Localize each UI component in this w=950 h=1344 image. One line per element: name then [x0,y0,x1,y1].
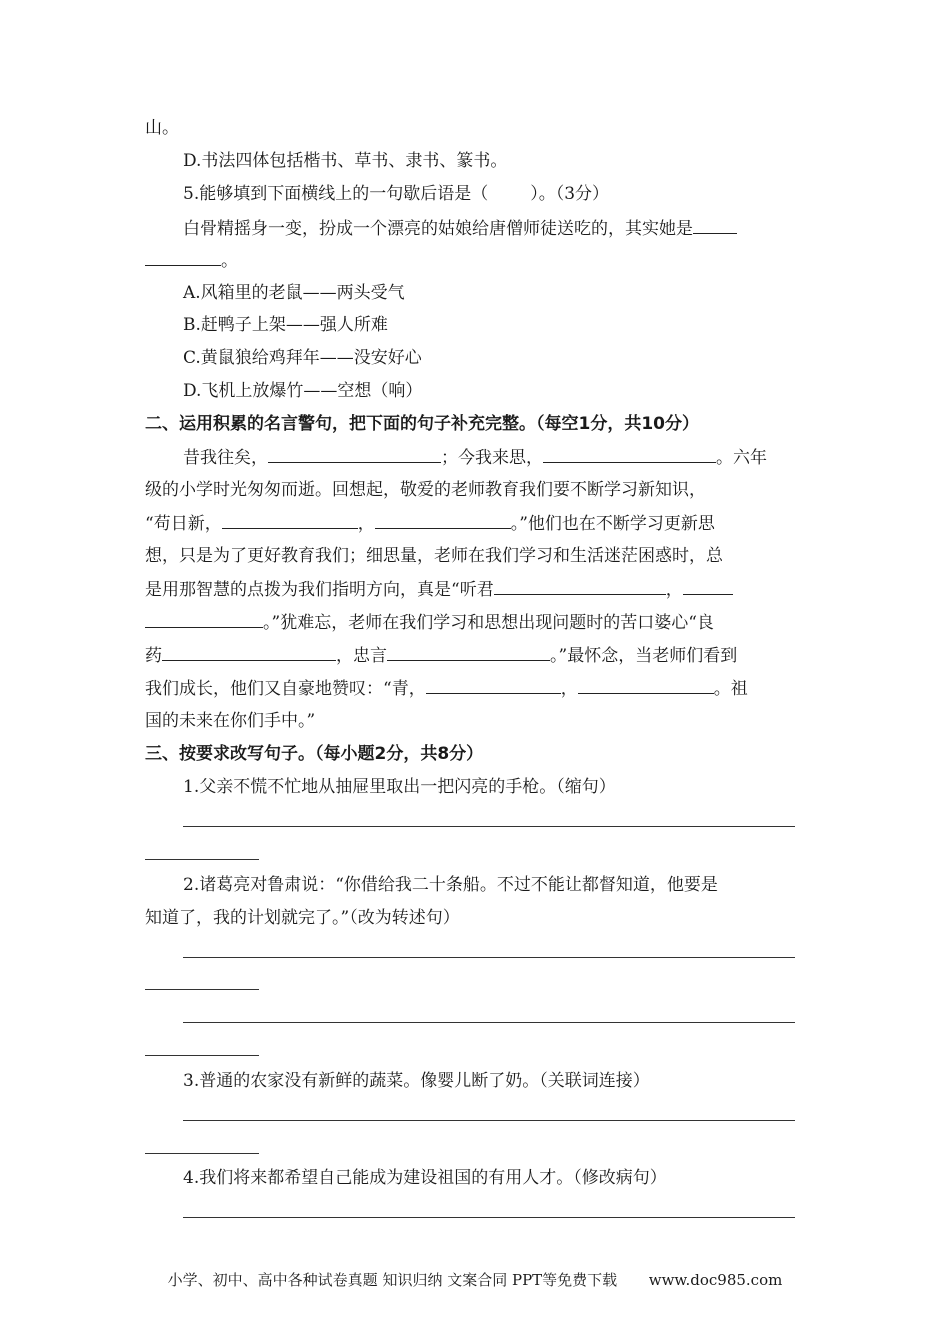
s3-q2-answer-line-1[interactable] [183,957,795,958]
q5-sentence [183,217,737,240]
page-footer [0,1269,950,1290]
s3-question-3: 3.普通的农家没有新鲜的蔬菜。像婴儿断了奶。（关联词连接） [183,1071,650,1091]
s3-q4-answer-line[interactable] [183,1217,795,1218]
section-2-line-2: 级的小学时光匆匆而逝。回想起，敬爱的老师教育我们要不断学习新知识， [145,480,706,500]
q5-option-d: D.飞机上放爆竹——空想（响） [183,381,423,401]
section-2-line-4: 想，只是为了更好教育我们；细思量，老师在我们学习和生活迷茫困惑时，总 [145,546,723,566]
section-2-line-5 [145,578,733,601]
q5-option-c: C.黄鼠狼给鸡拜年——没安好心 [183,348,422,368]
s3-question-1: 1.父亲不慌不忙地从抽屉里取出一把闪亮的手枪。（缩句） [183,777,616,797]
q5-stem [183,183,609,205]
q5-sentence-period: 。 [221,251,238,271]
s2-text: 。”犹难忘，老师在我们学习和思想出现问题时的苦口婆心“良 [263,613,714,633]
s2-blank-9[interactable] [426,677,561,694]
section-2-line-7 [145,644,737,667]
section-2-line-8 [145,677,748,700]
footer-text: 小学、初中、高中各种试卷真题 知识归纳 文案合同 PPT等免费下载 [167,1271,618,1289]
q4-option-c-tail: 山。 [145,118,179,138]
s3-q2-answer-line-2-cont[interactable] [145,1055,259,1056]
s3-q2-answer-line-2[interactable] [183,1022,795,1023]
s2-blank-4[interactable] [375,512,511,529]
section-2-line-3 [145,512,715,535]
s3-q2-answer-line-1-cont[interactable] [145,989,259,990]
q5-option-b: B.赶鸭子上架——强人所难 [183,315,388,335]
s2-blank-6-cont[interactable] [145,611,263,628]
s3-q3-answer-line[interactable] [183,1120,795,1121]
s2-text: “苟日新， [145,514,222,534]
q5-stem-start: 5.能够填到下面横线上的一句歇后语是（ [183,184,489,204]
s2-blank-5[interactable] [494,578,666,595]
section-2-line-6 [145,611,714,634]
s2-text: ，忠言 [336,646,387,666]
section-2-line-9: 国的未来在你们手中。” [145,711,316,731]
s2-blank-2[interactable] [543,446,716,463]
s2-text: ， [665,580,683,600]
s2-text: 。六年 [716,448,767,468]
s2-blank-3[interactable] [222,512,358,529]
section-2-line-1 [183,446,767,469]
s3-q1-answer-line-cont[interactable] [145,859,259,860]
s2-blank-1[interactable] [268,446,441,463]
s2-text: ， [357,514,375,534]
s2-text: 是用那智慧的点拨为我们指明方向，真是“听君 [145,580,494,600]
s2-text: 。”他们也在不断学习更新思 [510,514,715,534]
s2-blank-10[interactable] [578,677,714,694]
s2-text: 药 [145,646,162,666]
s2-text: ；今我来思， [441,448,543,468]
q5-sentence-text: 白骨精摇身一变，扮成一个漂亮的姑娘给唐僧师徒送吃的，其实她是 [183,219,693,239]
footer-url[interactable]: www.doc985.com [648,1271,783,1289]
s3-question-4: 4.我们将来都希望自己能成为建设祖国的有用人才。（修改病句） [183,1168,667,1188]
q5-stem-end: ）。（3分） [530,184,610,204]
s2-text: 。祖 [713,679,748,699]
s2-blank-6[interactable] [683,578,733,595]
s2-text: ， [560,679,578,699]
q4-option-d: D.书法四体包括楷书、草书、隶书、篆书。 [183,151,508,171]
s3-q1-answer-line[interactable] [183,826,795,827]
s3-question-2: 2.诸葛亮对鲁肃说：“你借给我二十条船。不过不能让都督知道，他要是 [183,875,718,895]
section-3-title: 三、按要求改写句子。（每小题2分，共8分） [145,744,484,764]
q5-sentence-cont [145,249,238,272]
s2-blank-8[interactable] [387,644,550,661]
q5-answer-blank-cont[interactable] [145,249,221,266]
section-2-title: 二、运用积累的名言警句，把下面的句子补充完整。（每空1分，共10分） [145,414,699,434]
s2-text: 我们成长，他们又自豪地赞叹：“青， [145,679,426,699]
s3-question-2-cont: 知道了，我的计划就完了。”（改为转述句） [145,908,460,928]
s3-q3-answer-line-cont[interactable] [145,1153,259,1154]
s2-text: 。”最怀念，当老师们看到 [550,646,738,666]
s2-blank-7[interactable] [162,644,336,661]
q5-answer-blank[interactable] [693,217,737,234]
q5-option-a: A.风箱里的老鼠——两头受气 [183,283,405,303]
s2-text: 昔我往矣， [183,448,268,468]
